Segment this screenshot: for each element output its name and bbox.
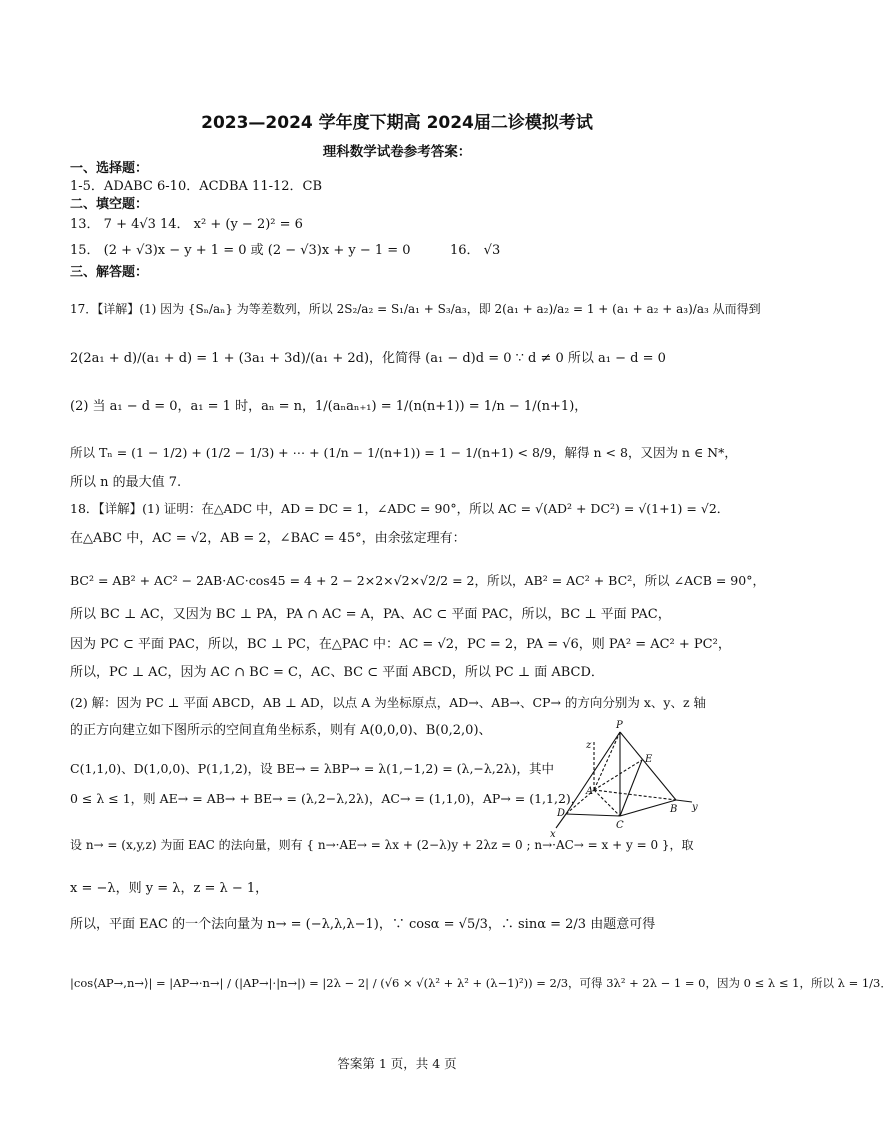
q18-line-5: 因为 PC ⊂ 平面 PAC，所以，BC ⊥ PC，在△PAC 中：AC = √2，PC = 2，PA = √6，则 PA² = AC² + PC²， (70, 637, 731, 652)
q18-line-9: C(1,1,0)、D(1,0,0)、P(1,1,2)，设 BE→ = λBP→ = λ(1,−1,2) = (λ,−λ,2λ)，其中 (70, 761, 555, 776)
fill-heading: 二、填空题： (70, 197, 149, 212)
page-footer: 答案第 1 页，共 4 页 (337, 1056, 457, 1071)
edge-AB (594, 790, 676, 800)
y-axis (676, 800, 692, 802)
answer-q14-text: 14． x² + (y − 2)² = 6 (160, 217, 303, 232)
q18-line-12: x = −λ，则 y = λ，z = λ − 1， (70, 881, 269, 896)
edge-CE (620, 760, 642, 816)
edge-AC (594, 790, 620, 816)
q18-line-1: 18．【详解】(1) 证明：在△ADC 中，AD = DC = 1，∠ADC = 90°，所以 AC = √(AD² + DC²) = √(1+1) = √2． (70, 501, 730, 516)
label-x: x (550, 829, 556, 840)
page-title: 2023—2024 学年度下期高 2024届二诊模拟考试 (201, 113, 593, 133)
edge-DC (566, 814, 620, 816)
edge-PB (620, 732, 676, 800)
edge-PD (566, 732, 620, 814)
q18-line-10: 0 ≤ λ ≤ 1，则 AE→ = AB→ + BE→ = (λ,2−λ,2λ)，AC→ = (1,1,0)，AP→ = (1,1,2)， (70, 791, 584, 806)
q17-line-2: 2(2a₁ + d)/(a₁ + d) = 1 + (3a₁ + 3d)/(a₁ + 2d)，化简得 (a₁ − d)d = 0 ∵ d ≠ 0 所以 a₁ − d = 0 (70, 351, 666, 366)
q17-line-3: (2) 当 a₁ − d = 0，a₁ = 1 时，aₙ = n，1/(aₙaₙ₊₁) = 1/(n(n+1)) = 1/n − 1/(n+1)， (70, 399, 588, 414)
choice-answers: 1-5．ADABC 6-10．ACDBA 11-12．CB (70, 179, 323, 194)
edge-CB (620, 800, 676, 816)
q18-line-8: 的正方向建立如下图所示的空间直角坐标系，则有 A(0,0,0)、B(0,2,0)、 (70, 723, 492, 738)
q18-line-3: BC² = AB² + AC² − 2AB·AC·cos45 = 4 + 2 − 2×2×√2×√2/2 = 2，所以，AB² = AC² + BC²，所以 ∠ACB = 90°， (70, 573, 765, 588)
solve-heading: 三、解答题： (70, 265, 149, 280)
q18-line-14: |cos⟨AP→,n→⟩| = |AP→·n→| / (|AP→|·|n→|) = |2λ − 2| / (√6 × √(λ² + λ² + (λ−1)²)) = 2/3，可得 3λ² + 2λ − 1 = 0，因为 0 ≤ λ ≤ 1，所以 λ = 1/3． (70, 976, 892, 990)
answer-q15-text: 15． (2 + √3)x − y + 1 = 0 或 (2 − √3)x + y − 1 = 0 (70, 243, 411, 258)
choice-heading: 一、选择题： (70, 161, 149, 176)
label-B: B (670, 804, 678, 815)
answer-q13-text: 13． 7 + 4√3 (70, 217, 156, 232)
pyramid-figure (546, 718, 706, 840)
q17-line-4: 所以 Tₙ = (1 − 1/2) + (1/2 − 1/3) + ⋯ + (1/n − 1/(n+1)) = 1 − 1/(n+1) < 8/9，解得 n < 8，又因为 n ∈ N*， (70, 445, 737, 460)
q18-line-11: 设 n→ = (x,y,z) 为面 EAC 的法向量，则有 { n→·AE→ = λx + (2−λ)y + 2λz = 0 ; n→·AC→ = x + y = 0 }，取 (70, 838, 694, 852)
q17-line-1: 17．【详解】(1) 因为 {Sₙ/aₙ} 为等差数列，所以 2S₂/a₂ = S₁/a₁ + S₃/a₃，即 2(a₁ + a₂)/a₂ = 1 + (a₁ + a₂ + a₃)/a₃ 从而得到 (70, 302, 761, 316)
answer-q16-text: 16． √3 (450, 243, 501, 258)
label-y: y (692, 802, 698, 813)
answer-q13 (70, 216, 724, 234)
label-z: z (586, 740, 592, 751)
label-D: D (557, 808, 566, 819)
label-E: E (645, 754, 653, 765)
page-subtitle: 理科数学试卷参考答案： (322, 144, 472, 160)
label-A: A (586, 786, 594, 797)
q18-line-4: 所以 BC ⊥ AC，又因为 BC ⊥ PA，PA ∩ AC = A，PA、AC ⊂ 平面 PAC，所以，BC ⊥ 平面 PAC， (70, 607, 671, 622)
q18-line-2: 在△ABC 中，AC = √2，AB = 2，∠BAC = 45°，由余弦定理有： (70, 531, 466, 546)
q17-line-5: 所以 n 的最大值 7. (70, 475, 182, 490)
label-C: C (616, 820, 624, 831)
q18-line-7: (2) 解：因为 PC ⊥ 平面 ABCD，AB ⊥ AD，以点 A 为坐标原点，AD→、AB→、CP→ 的方向分别为 x、y、z 轴 (70, 695, 707, 710)
q18-line-13: 所以，平面 EAC 的一个法向量为 n→ = (−λ,λ,λ−1)，∵ cosα = √5/3，∴ sinα = 2/3 由题意可得 (70, 917, 656, 932)
q18-line-6: 所以，PC ⊥ AC，因为 AC ∩ BC = C，AC、BC ⊂ 平面 ABCD，所以 PC ⊥ 面 ABCD． (70, 665, 604, 680)
label-P: P (616, 720, 623, 731)
answer-q15 (70, 242, 724, 260)
